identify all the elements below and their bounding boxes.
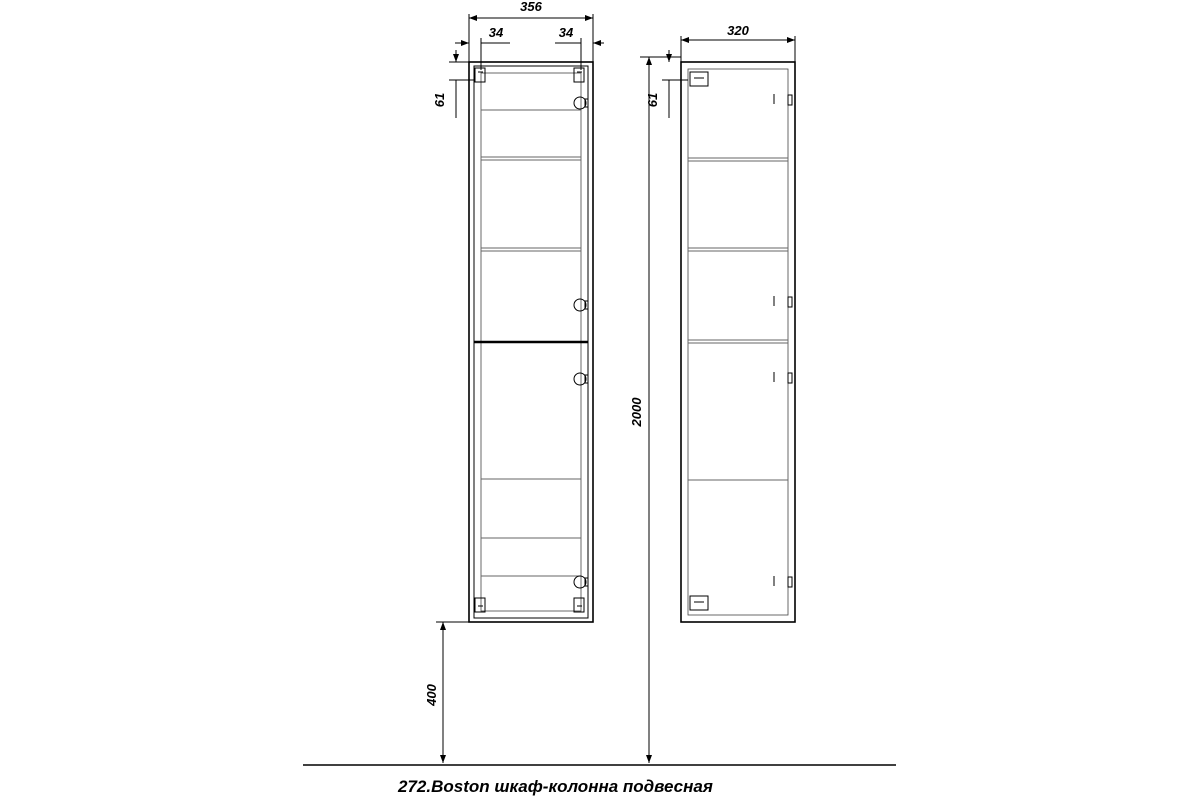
- front-top-offset-dimension: [432, 50, 474, 118]
- front-view: [424, 0, 604, 763]
- side-view: [629, 23, 795, 763]
- side-inner-outline: [688, 69, 788, 615]
- front-right-inset-dimension: [555, 25, 604, 70]
- mounting-bracket-icon: [574, 598, 584, 612]
- hinge-icon: [774, 372, 792, 383]
- front-left-inset-label: 34: [488, 25, 504, 40]
- side-depth-label: 320: [727, 23, 749, 38]
- front-width-dimension: [469, 0, 593, 62]
- drawing-caption: 272.Boston шкаф-колонна подвесная: [398, 777, 713, 796]
- front-left-inset-dimension: [455, 25, 510, 70]
- side-depth-dimension: [681, 23, 795, 62]
- hinge-icon: [774, 576, 792, 587]
- mounting-bracket-icon: [690, 596, 708, 610]
- mounting-bracket-icon: [475, 68, 485, 82]
- mounting-bracket-icon: [574, 68, 584, 82]
- mounting-bracket-icon: [690, 72, 708, 86]
- mounting-bracket-icon: [475, 598, 485, 612]
- mount-height-label: 400: [424, 684, 439, 706]
- mount-height-dimension: [424, 622, 469, 763]
- front-top-offset-label: 61: [432, 92, 447, 108]
- total-height-dimension: [629, 57, 681, 763]
- front-width-label: 356: [520, 0, 542, 14]
- hinge-icon: [774, 94, 792, 105]
- total-height-label: 2000: [629, 397, 644, 427]
- front-right-inset-label: 34: [558, 25, 574, 40]
- hinge-icon: [774, 296, 792, 307]
- side-cabinet-body: [681, 62, 795, 622]
- side-top-offset-label: 61: [645, 92, 660, 108]
